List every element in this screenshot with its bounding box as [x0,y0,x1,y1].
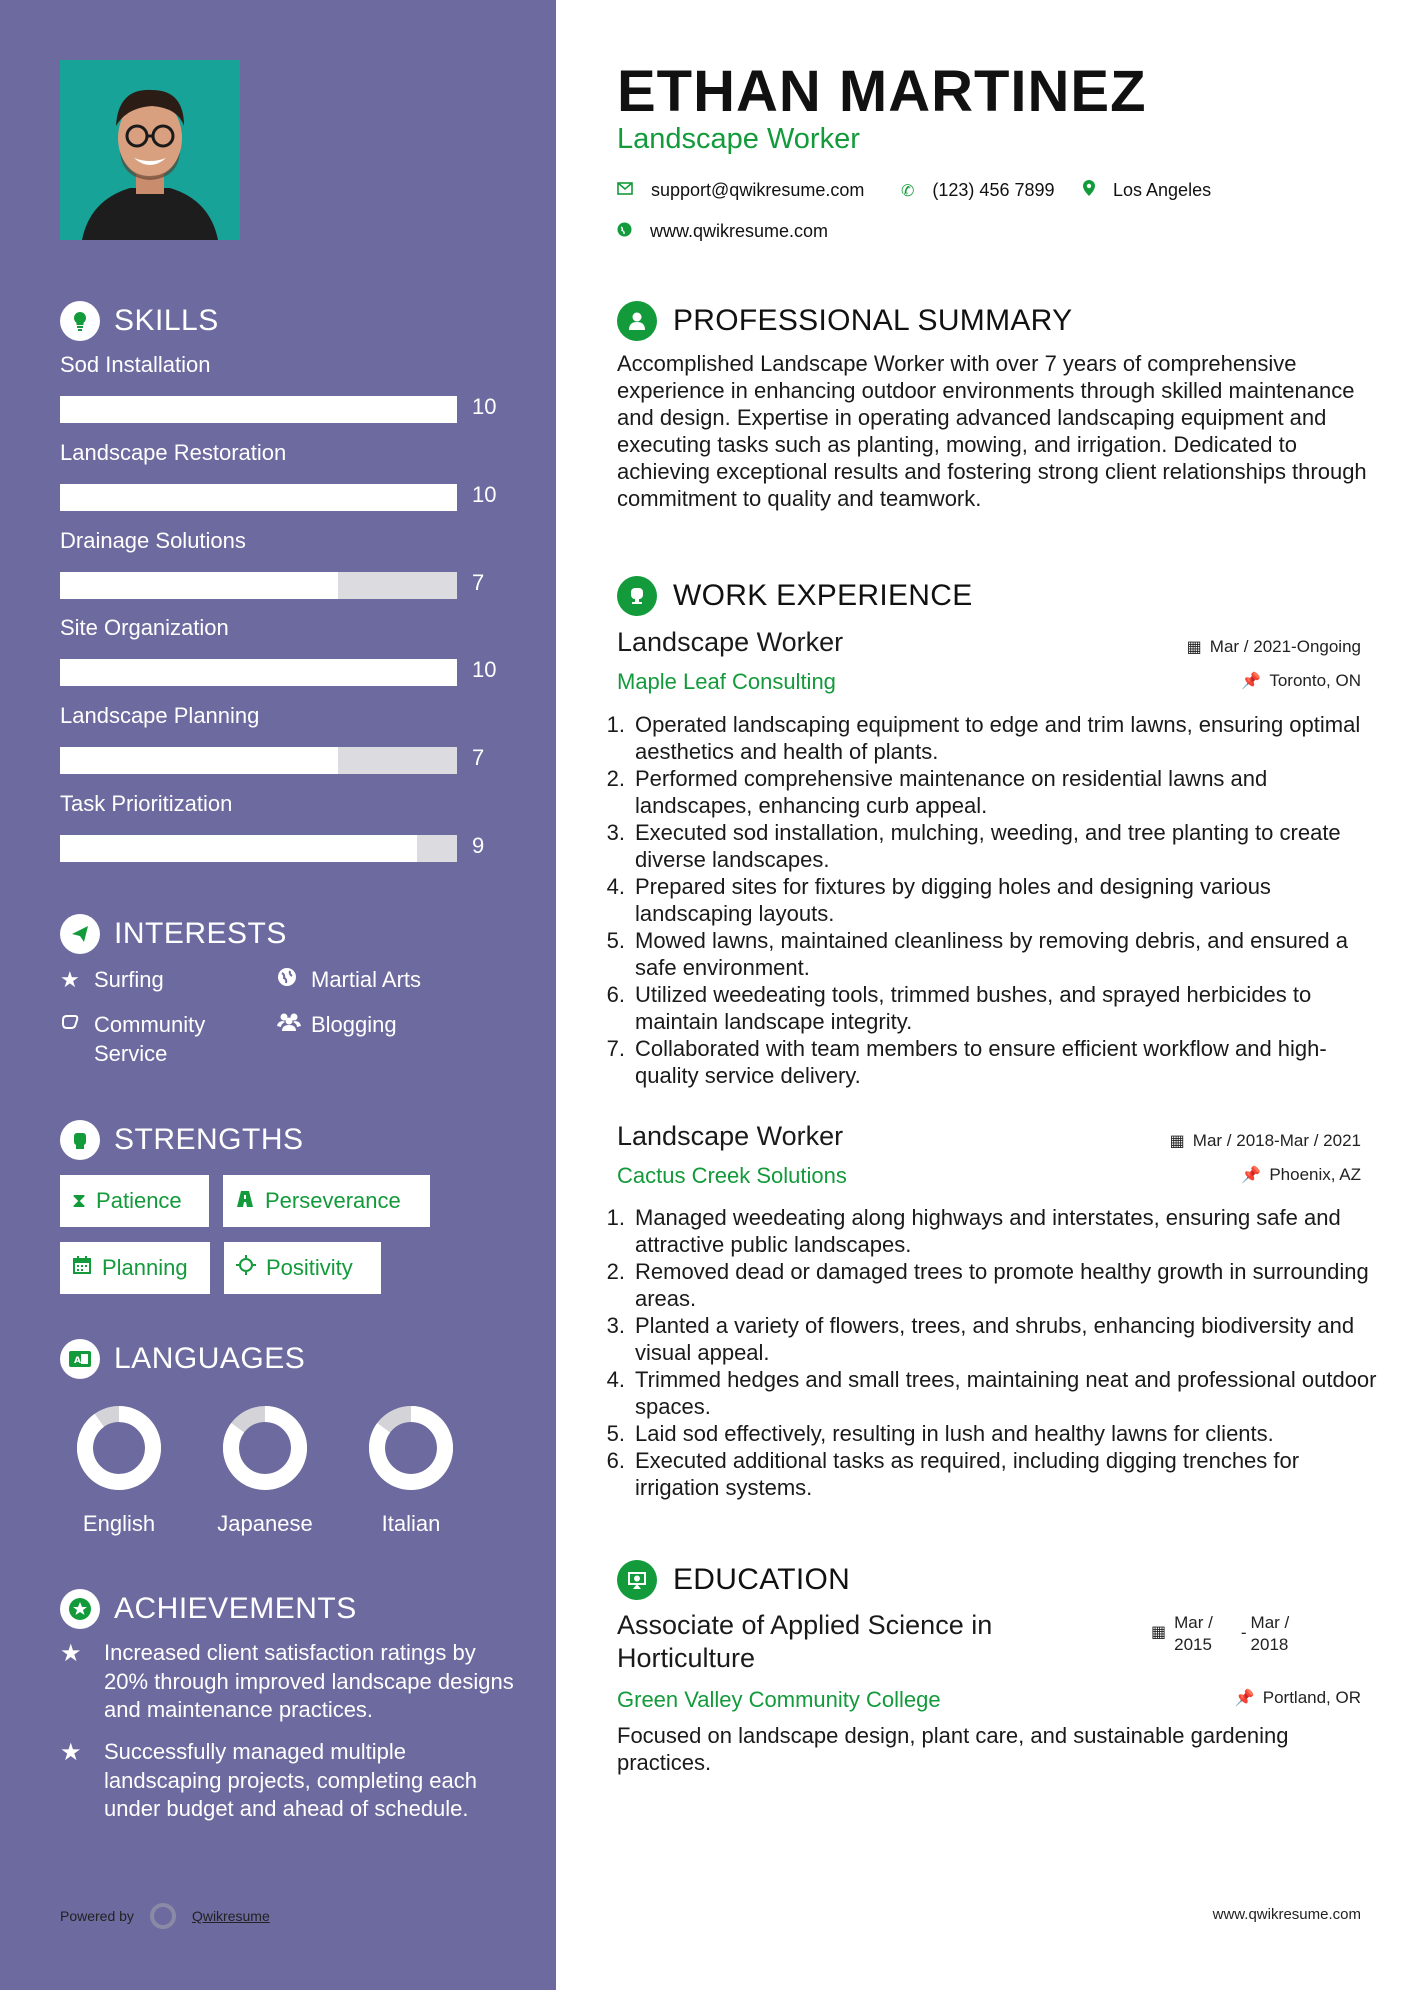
skill-bar-fill [60,572,338,599]
achievement-text: Successfully managed multiple landscaping projects, completing each under budget and ahead of schedule. [104,1739,478,1821]
star-badge-icon [60,1589,100,1629]
translate-icon [60,1339,100,1379]
brand-link[interactable]: Qwikresume [191,1908,270,1924]
bullet-text: Laid sod effectively, resulting in lush and healthy lawns for clients. [635,1421,1274,1446]
skill-item [60,352,500,419]
powered-by-label: Powered by [60,1908,134,1924]
language-ring [219,1402,311,1494]
phone-icon: ✆ [901,182,915,200]
star-icon: ★ [60,1739,82,1766]
strengths-title: STRENGTHS [114,1123,304,1156]
bullet-text: Prepared sites for fixtures by digging holes and designing various landscaping layouts. [635,874,1271,926]
skill-bar [60,572,457,599]
education-start: Mar / 2015 [1174,1613,1213,1654]
list-item: 4. Prepared sites for fixtures by digging holes and designing various landscaping layouts. [617,873,1377,927]
list-item: 3. Planted a variety of flowers, trees, and shrubs, enhancing biodiversity and visual appeal. [617,1312,1377,1366]
list-item: 7. Collaborated with team members to ensure efficient workflow and high-quality service delivery. [617,1035,1377,1089]
job-dates-text: Mar / 2018-Mar / 2021 [1192,1131,1361,1150]
language-ring [73,1402,165,1494]
education-end: Mar / 2018 [1250,1613,1290,1654]
list-item: 2. Performed comprehensive maintenance on residential lawns and landscapes, enhancing curb appeal. [617,765,1377,819]
job-title: Landscape Worker [617,627,844,657]
contact-location [1083,180,1211,201]
list-item: 6. Utilized weedeating tools, trimmed bushes, and sprayed herbicides to maintain landscape integrity. [617,981,1377,1035]
skill-value: 7 [472,570,485,595]
strength-chip [60,1175,209,1227]
interests-heading [60,914,287,954]
candidate-role: Landscape Worker [617,123,860,155]
qwikresume-logo-icon [150,1903,176,1929]
skill-value: 10 [472,657,497,682]
users-icon [277,1010,311,1039]
phone-text: (123) 456 7899 [932,180,1055,200]
list-item: 1. Managed weedeating along highways and interstates, ensuring safe and attractive public landscapes. [617,1204,1377,1258]
skill-value: 10 [472,394,497,419]
language-ring [365,1402,457,1494]
strength-chip [60,1242,210,1294]
summary-title: PROFESSIONAL SUMMARY [673,304,1073,337]
paper-plane-icon [60,914,100,954]
bullet-text: Managed weedeating along highways and interstates, ensuring safe and attractive public landscapes. [635,1205,1341,1257]
education-title: EDUCATION [673,1563,851,1596]
skill-name: Drainage Solutions [60,528,246,553]
language-ring-fill [85,1414,153,1482]
interest-item [60,1010,260,1068]
skill-bar-fill [60,835,417,862]
language-name: English [82,1511,156,1536]
skill-item [60,440,500,507]
school-name: Green Valley Community College [617,1687,941,1712]
job-dates [1170,1131,1361,1151]
list-item: 1. Operated landscaping equipment to edge and trim lawns, ensuring optimal aesthetics and health of plants. [617,711,1377,765]
education-dates: ▦ Mar / 2015 - Mar / 2018 [1151,1613,1290,1654]
achievement-item [60,1639,520,1725]
user-icon [617,301,657,341]
skill-bar-fill [60,659,457,686]
job-dates-text: Mar / 2021-Ongoing [1209,637,1361,656]
contact-phone [901,180,1055,201]
skill-item [60,791,500,858]
bullet-text: Planted a variety of flowers, trees, and shrubs, enhancing biodiversity and visual appeal. [635,1313,1355,1365]
strength-chip [224,1242,381,1294]
skill-bar-fill [60,484,457,511]
skill-item [60,528,500,595]
lightbulb-icon [60,301,100,341]
pin-icon: 📌 [1241,673,1262,690]
language-item [46,1402,192,1537]
bullet-text: Utilized weedeating tools, trimmed bushes, and sprayed herbicides to maintain landscape integrity. [635,982,1312,1034]
strengths-heading [60,1120,304,1160]
star-icon: ★ [60,1640,82,1667]
language-item [338,1402,484,1537]
achievement-item [60,1738,520,1824]
education-location [1235,1688,1361,1708]
list-item: 6. Executed additional tasks as required, including digging trenches for irrigation systems. [617,1447,1377,1501]
powered-by [60,1903,270,1929]
skill-bar [60,396,457,423]
skill-name: Sod Installation [60,352,211,377]
map-pin-icon [1083,180,1095,201]
skill-value: 7 [472,745,485,770]
skill-bar-fill [60,747,338,774]
person-photo-icon [60,60,240,240]
job-location-text: Phoenix, AZ [1269,1165,1361,1184]
interest-label: Martial Arts [311,967,422,992]
candidate-name: ETHAN MARTINEZ [617,59,1147,124]
achievements-title: ACHIEVEMENTS [114,1592,357,1625]
summary-heading [617,301,1072,341]
job-bullets [606,711,1377,1089]
profile-photo [60,60,240,240]
language-name: Italian [381,1511,441,1536]
skill-name: Site Organization [60,615,229,640]
interest-label: Surfing [94,967,164,992]
email-text[interactable]: support@qwikresume.com [651,180,865,200]
job-title: Landscape Worker [617,1121,844,1151]
bullet-text: Executed sod installation, mulching, weeding, and tree planting to create diverse landscapes. [635,820,1341,872]
road-icon [235,1190,255,1213]
bullet-text: Executed additional tasks as required, including digging trenches for irrigation systems. [635,1448,1300,1500]
job-company: Cactus Creek Solutions [617,1163,847,1188]
graduation-icon [617,1560,657,1600]
achievements-heading [60,1589,357,1629]
skill-item [60,703,500,770]
contact-email [617,180,864,201]
job-bullets [606,1204,1377,1501]
interest-item [60,965,260,994]
interests-title: INTERESTS [114,917,287,950]
job-location [1241,1165,1361,1185]
globe-icon [617,222,632,242]
interest-label: Community Service [94,1012,206,1066]
skill-name: Landscape Restoration [60,440,287,465]
education-description: Focused on landscape design, plant care, and sustainable gardening practices. [617,1723,1289,1775]
list-item: 2. Removed dead or damaged trees to promote healthy growth in surrounding areas. [617,1258,1377,1312]
strength-label: Planning [102,1255,188,1280]
skill-name: Landscape Planning [60,703,260,728]
experience-title: WORK EXPERIENCE [673,579,973,612]
degree-title: Associate of Applied Science in Horticulture [617,1610,993,1673]
calendar-icon [72,1255,92,1281]
bullet-text: Performed comprehensive maintenance on residential lawns and landscapes, enhancing curb appeal. [635,766,1268,818]
contact-website [617,221,828,242]
languages-title: LANGUAGES [114,1342,306,1375]
languages-heading [60,1339,305,1379]
sidebar [0,0,556,1990]
envelope-icon [617,182,633,200]
interest-item [277,965,507,994]
sun-icon [236,1255,256,1281]
briefcase-icon [617,576,657,616]
globe-icon [277,965,311,994]
calendar-icon: ▦ [1186,639,1202,656]
skill-bar [60,835,457,862]
skill-bar [60,659,457,686]
pin-icon: 📌 [1234,1690,1255,1707]
fist-icon [60,1120,100,1160]
bullet-text: Operated landscaping equipment to edge and trim lawns, ensuring optimal aesthetics and health of plants. [635,712,1361,764]
bullet-text: Removed dead or damaged trees to promote healthy growth in surrounding areas. [635,1259,1369,1311]
list-item: 5. Laid sod effectively, resulting in lush and healthy lawns for clients. [606,1421,1274,1446]
education-location-text: Portland, OR [1262,1688,1361,1707]
bullet-text: Trimmed hedges and small trees, maintaining neat and professional outdoor spaces. [635,1367,1377,1419]
location-text: Los Angeles [1113,180,1212,200]
strength-chip [223,1175,430,1227]
skills-title: SKILLS [114,304,219,337]
star-icon: ★ [60,967,80,992]
education-heading [617,1560,850,1600]
strength-label: Patience [96,1188,182,1213]
interest-item [277,1010,507,1039]
skill-item [60,615,500,682]
strength-label: Positivity [266,1255,353,1280]
job-location-text: Toronto, ON [1269,671,1361,690]
job-company: Maple Leaf Consulting [617,669,836,694]
skill-bar [60,747,457,774]
list-item: 3. Executed sod installation, mulching, weeding, and tree planting to create diverse landscapes. [617,819,1377,873]
job-location [1241,671,1361,691]
skill-bar-fill [60,396,457,423]
main-content [556,0,1407,1990]
bullet-text: Mowed lawns, maintained cleanliness by removing debris, and ensured a safe environment. [635,928,1348,980]
list-item: 4. Trimmed hedges and small trees, maintaining neat and professional outdoor spaces. [606,1367,1377,1419]
website-text[interactable]: www.qwikresume.com [650,221,829,241]
strength-label: Perseverance [265,1188,401,1213]
calendar-icon: ▦ [1151,1624,1167,1641]
footer-url[interactable]: www.qwikresume.com [1212,1906,1361,1923]
bullet-text: Collaborated with team members to ensure efficient workflow and high-quality service delivery. [635,1036,1327,1088]
hand-icon [60,1010,94,1039]
skill-name: Task Prioritization [60,791,233,816]
language-name: Japanese [217,1511,313,1536]
hourglass-icon: ⧗ [72,1189,87,1212]
svg-text:A: A [74,1356,81,1366]
skill-bar [60,484,457,511]
skills-heading [60,301,219,341]
calendar-icon: ▦ [1169,1133,1185,1150]
skill-value: 9 [472,833,485,858]
list-item: 5. Mowed lawns, maintained cleanliness by removing debris, and ensured a safe environment. [617,927,1377,981]
summary-text: Accomplished Landscape Worker with over 7 years of comprehensive experience in enhancing outdoor environments through skilled maintenance and design. Expertise in operating advanced landscaping equipment and executing tasks such as planting, mowing, and irrigation. Dedicated to achieving exceptional results and fostering strong client relationships through commitment to quality and teamwork. [617,351,1367,511]
skill-value: 10 [472,482,497,507]
interest-label: Blogging [311,1012,397,1037]
job-dates [1187,637,1361,657]
language-item [192,1402,338,1537]
pin-icon: 📌 [1241,1167,1262,1184]
experience-heading [617,576,973,616]
achievement-text: Increased client satisfaction ratings by 20% through improved landscape designs and maintenance practices. [104,1640,514,1722]
